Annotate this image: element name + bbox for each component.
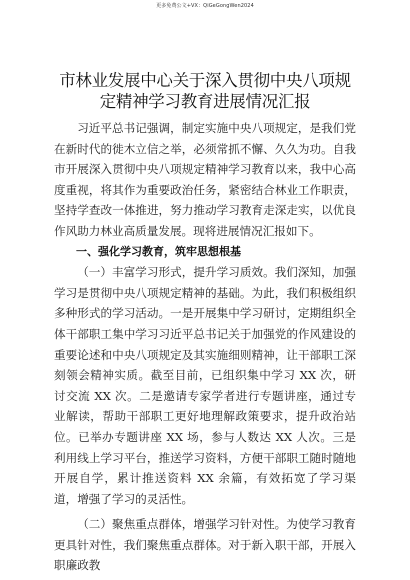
- section-heading: 一、强化学习教育，筑牢思想根基: [76, 244, 241, 258]
- subsection-paragraph-2: （二）聚焦重点群体，增强学习针对性。为使学习教育更具针对性，我们聚焦重点群体。对于新入职干部，开展入职廉政教: [54, 517, 356, 573]
- watermark-header: 更多免费公文+VX：QiGeGongWen2024: [156, 3, 254, 9]
- subsection-paragraph-1: （一）丰富学习形式，提升学习质效。我们深知，加强学习是贯彻中央八项规定精神的基础。为此，我们积极组织多种形式的学习活动。一是开展集中学习研讨，定期组织全体干部职工集中学习习近平总书记关于加强党的作风建设的重要论述和中央八项规定及其实施细则精神，让干部职工深刻领会精神实质。截至目前，已组织集中学习 XX 次，研讨交流 XX 次。二是邀请专家学者进行专题讲座，通过专业解读，帮助干部职工更好地理解政策要求，提升政治站位。已举办专题讲座 XX 场，参与人数达 XX 人次。三是利用线上学习平台，推送学习资料，方便干部职工随时随地开展自学，累计推送资料 XX 余篇，有效拓宽了学习渠道，增强了学习的灵活性。: [54, 265, 356, 506]
- intro-paragraph: 习近平总书记强调，制定实施中央八项规定，是我们党在新时代的徙木立信之举，必须常抓不懈、久久为功。自我市开展深入贯彻中央八项规定精神学习教育以来，我中心高度重视，将其作为重要政治任务，紧密结合林业工作职责，坚持学查改一体推进，努力推动学习教育走深走实，以优良作风助力林业高质量发展。现将进展情况汇报如下。: [54, 121, 356, 238]
- document-title: 市林业发展中心关于深入贯彻中央八项规定精神学习教育进展情况汇报: [59, 71, 351, 111]
- document-body: [54, 118, 356, 576]
- document-page: [54, 70, 356, 576]
